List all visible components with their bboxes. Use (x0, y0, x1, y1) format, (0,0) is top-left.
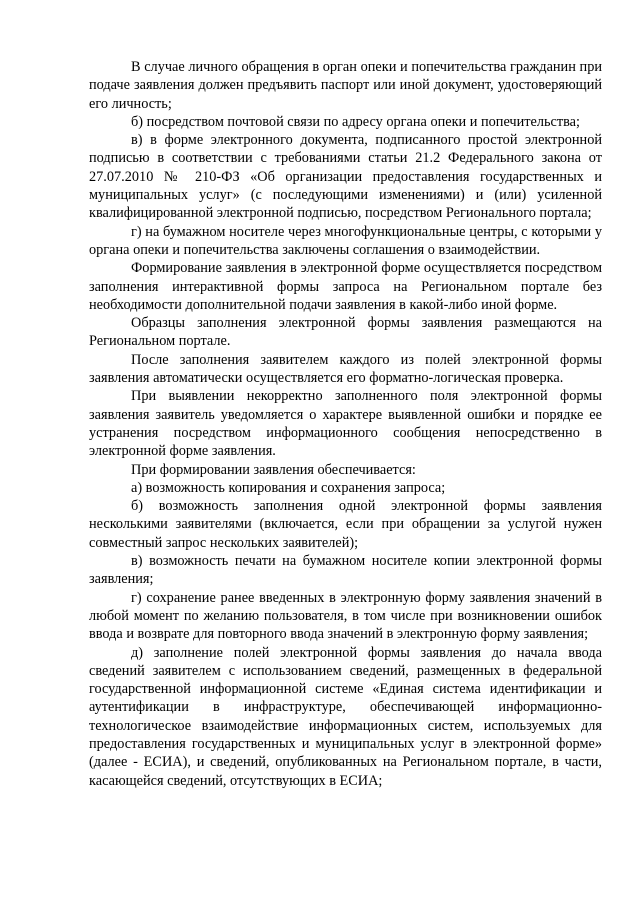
paragraph-item-g: г) сохранение ранее введенных в электронную форму заявления значений в любой момент по желанию пользователя, в том числе при возникновении ошибок ввода и возврате для повторного ввода значений в электронную форму заявления; (89, 589, 602, 643)
paragraph-item-d: д) заполнение полей электронной формы заявления до начала ввода сведений заявителем с использованием сведений, размещенных в федеральной государственной информационной системе «Единая система идентификации и аутентификации в инфраструктуре, обеспечивающей информационно-технологическое взаимодействие информационных систем, используемых для предоставления государственных и муниципальных услуг в электронной форме» (далее - ЕСИА), и сведений, опубликованных на Региональном портале, в части, касающейся сведений, отсутствующих в ЕСИА; (89, 644, 602, 789)
document-page (89, 58, 602, 790)
paragraph-item-a: а) возможность копирования и сохранения запроса; (131, 479, 446, 496)
paragraph-postal: б) посредством почтовой связи по адресу органа опеки и попечительства; (131, 113, 580, 130)
paragraph-form-creation: Формирование заявления в электронной форме осуществляется посредством заполнения интерактивной формы запроса на Региональном портале без необходимости дополнительной подачи заявления в какой-либо иной форме. (89, 260, 602, 313)
paragraph-personal-appeal: В случае личного обращения в орган опеки и попечительства гражданин при подаче заявления должен предъявить паспорт или иной документ, удостоверяющий его личность; (89, 59, 602, 112)
paragraph-mfc: г) на бумажном носителе через многофункциональные центры, с которыми у органа опеки и попечительства заключены соглашения о взаимодействии. (89, 223, 602, 258)
paragraph-error-notice: При выявлении некорректно заполненного поля электронной формы заявления заявитель уведомляется о характере выявленной ошибки и порядке ее устранения посредством информационного сообщения непосредственно в электронной форме заявления. (89, 388, 602, 460)
paragraph-samples: Образцы заполнения электронной формы заявления размещаются на Региональном портале. (89, 315, 602, 350)
paragraph-validation: После заполнения заявителем каждого из полей электронной формы заявления автоматически осуществляется его форматно-логическая проверка. (89, 351, 602, 387)
paragraph-provisions-intro: При формировании заявления обеспечивается: (131, 461, 416, 478)
paragraph-item-b: б) возможность заполнения одной электронной формы заявления несколькими заявителями (включается, если при обращении за услугой нужен совместный запрос нескольких заявителей); (89, 498, 602, 551)
paragraph-item-v: в) возможность печати на бумажном носителе копии электронной формы заявления; (89, 553, 602, 588)
paragraph-electronic-document: в) в форме электронного документа, подписанного простой электронной подписью в соответствии с требованиями статьи 21.2 Федерального закона от 27.07.2010 № 210-ФЗ «Об организации предоставления государственных и муниципальных услуг» (с последующими изменениями) и (или) усиленной квалифицированной электронной подписью, посредством Регионального портала; (89, 132, 602, 222)
